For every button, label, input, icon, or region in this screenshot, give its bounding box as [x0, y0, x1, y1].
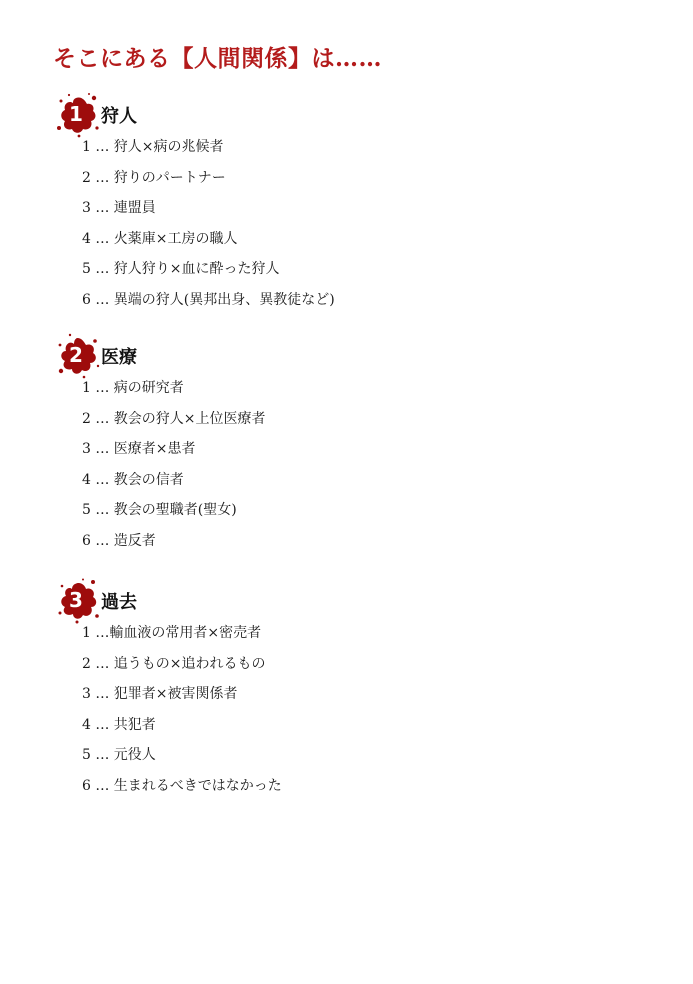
item-list — [82, 378, 266, 562]
list-item: 4 … 教会の信者 — [82, 471, 184, 488]
list-item: 5 … 狩人狩り×血に酔った狩人 — [82, 261, 280, 278]
list-item: 2 … 追うもの×追われるもの — [82, 655, 266, 672]
list-item: 2 … 教会の狩人×上位医療者 — [82, 410, 266, 427]
section-number: 3 — [69, 588, 83, 612]
list-item: 5 … 教会の聖職者(聖女) — [82, 502, 237, 519]
list-item: 5 … 元役人 — [82, 747, 156, 764]
list-item: 3 … 医療者×患者 — [82, 441, 196, 458]
page-title: そこにある【人間関係】は…… — [53, 45, 382, 72]
section-header — [56, 333, 356, 383]
list-item: 6 … 生まれるべきではなかった — [82, 777, 282, 794]
section-title: 狩人 — [101, 106, 137, 127]
item-list — [82, 623, 282, 807]
list-item: 2 … 狩りのパートナー — [82, 169, 226, 186]
section-number: 2 — [69, 343, 83, 367]
item-list — [82, 137, 335, 321]
section-title: 医療 — [101, 347, 137, 368]
list-item: 4 … 火薬庫×工房の職人 — [82, 230, 238, 247]
list-item: 1 …輸血液の常用者×密売者 — [82, 625, 262, 641]
list-item: 3 … 犯罪者×被害関係者 — [82, 686, 238, 703]
list-item: 6 … 造反者 — [82, 532, 156, 549]
section-header — [56, 578, 356, 628]
list-item: 6 … 異端の狩人(異邦出身、異教徒など) — [82, 291, 335, 308]
list-item: 1 … 狩人×病の兆候者 — [82, 139, 224, 155]
section-title: 過去 — [101, 592, 137, 613]
list-item: 4 … 共犯者 — [82, 716, 156, 733]
list-item: 3 … 連盟員 — [82, 200, 156, 217]
list-item: 1 … 病の研究者 — [82, 380, 184, 396]
section-header — [56, 92, 356, 142]
section-number: 1 — [69, 102, 83, 126]
